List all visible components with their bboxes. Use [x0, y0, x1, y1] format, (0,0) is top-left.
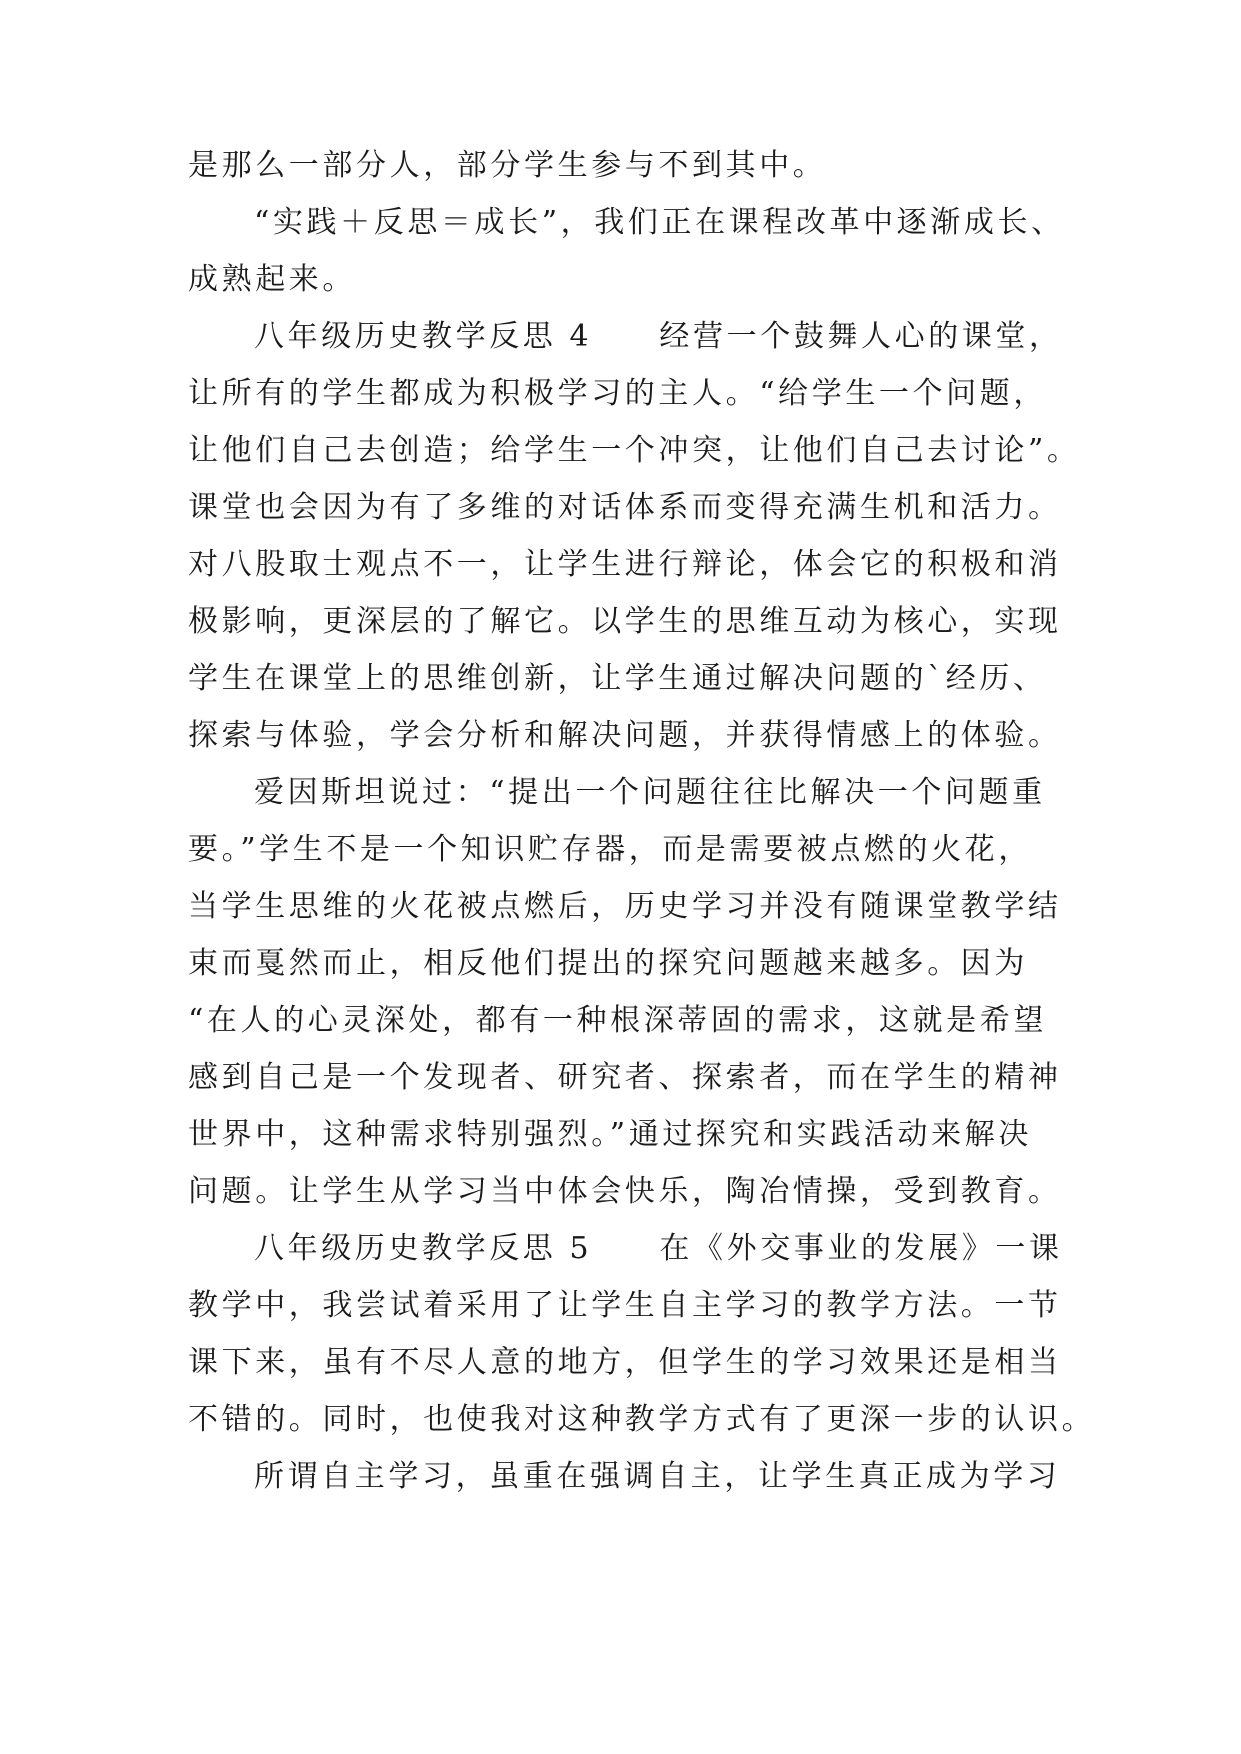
text-line-16: “在人的心灵深处，都有一种根深蒂固的需求，这就是希望: [188, 1003, 1047, 1038]
text-line-12: 爱因斯坦说过：“提出一个问题往往比解决一个问题重: [254, 775, 1046, 810]
text-line-21: 教学中，我尝试着采用了让学生自主学习的教学方法。一节: [188, 1288, 1062, 1323]
text-line-23: 不错的。同时，也使我对这种教学方式有了更深一步的认识。: [188, 1402, 1096, 1437]
text-line-7: 课堂也会因为有了多维的对话体系而变得充满生机和活力。: [188, 490, 1062, 525]
text-line-3: 成熟起来。: [188, 262, 356, 297]
text-line-2: “实践＋反思＝成长”，我们正在课程改革中逐渐成长、: [254, 205, 1065, 240]
text-line-22: 课下来，虽有不尽人意的地方，但学生的学习效果还是相当: [188, 1345, 1062, 1380]
text-line-5: 让所有的学生都成为积极学习的主人。“给学生一个问题，: [188, 376, 1047, 411]
text-line-15: 束而戛然而止，相反他们提出的探究问题越来越多。因为: [188, 946, 1028, 981]
text-line-24: 所谓自主学习，虽重在强调自主，让学生真正成为学习: [254, 1459, 1061, 1494]
text-line-8: 对八股取士观点不一，让学生进行辩论，体会它的积极和消: [188, 547, 1062, 582]
text-line-10: 学生在课堂上的思维创新，让学生通过解决问题的`经历、: [188, 661, 1047, 696]
text-line-11: 探索与体验，学会分析和解决问题，并获得情感上的体验。: [188, 718, 1062, 753]
text-line-14: 当学生思维的火花被点燃后，历史学习并没有随课堂教学结: [188, 889, 1062, 924]
section-heading-4: 八年级历史教学反思 4 经营一个鼓舞人心的课堂，: [254, 319, 1063, 354]
text-line-13: 要。”学生不是一个知识贮存器，而是需要被点燃的火花，: [188, 832, 1032, 867]
text-line-19: 问题。让学生从学习当中体会快乐，陶冶情操，受到教育。: [188, 1174, 1062, 1209]
text-line-9: 极影响，更深层的了解它。以学生的思维互动为核心，实现: [188, 604, 1062, 639]
text-line-18: 世界中，这种需求特别强烈。”通过探究和实践活动来解决: [188, 1117, 1032, 1152]
section-heading-5: 八年级历史教学反思 5 在《外交事业的发展》一课: [254, 1231, 1063, 1266]
text-line-6: 让他们自己去创造；给学生一个冲突，让他们自己去讨论”。: [188, 433, 1081, 468]
text-line-17: 感到自己是一个发现者、研究者、探索者，而在学生的精神: [188, 1060, 1062, 1095]
text-line-1: 是那么一部分人，部分学生参与不到其中。: [188, 148, 827, 183]
